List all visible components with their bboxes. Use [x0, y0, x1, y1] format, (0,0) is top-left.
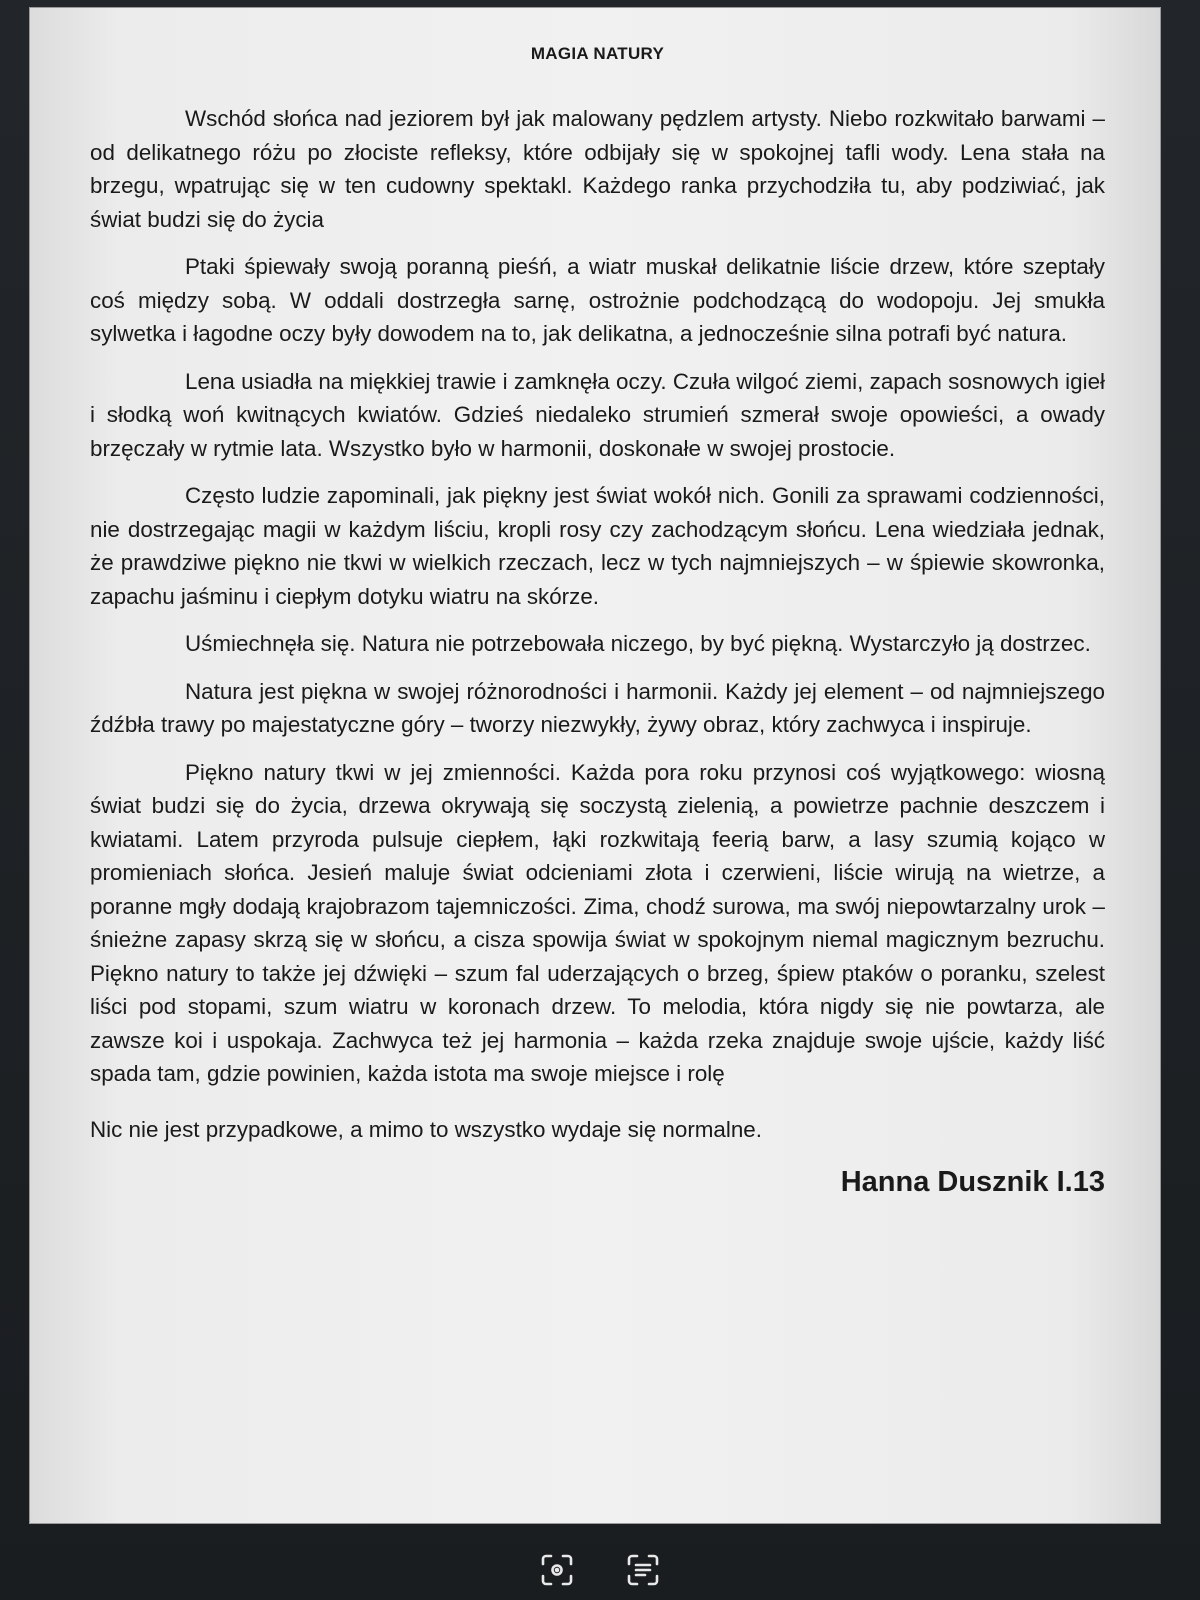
bottom-toolbar	[0, 1540, 1200, 1600]
paragraph-3: Lena usiadła na miękkiej trawie i zamknęła oczy. Czuła wilgoć ziemi, zapach sosnowych igieł i słodką woń kwitnących kwiatów. Gdzieś niedaleko strumień szmerał swoje opowieści, a owady brzęczały w rytmie lata. Wszystko było w harmonii, doskonałe w swojej prostocie.	[90, 368, 1105, 461]
closing-line: Nic nie jest przypadkowe, a mimo to wszystko wydaje się normalne.	[90, 1116, 762, 1142]
document-page	[30, 8, 1160, 1523]
paragraph-7: Piękno natury tkwi w jej zmienności. Każda pora roku przynosi coś wyjątkowego: wiosną świat budzi się do życia, drzewa okrywają się soczystą zielenią, a powietrze pachnie deszczem i kwiatami. Latem przyroda pulsuje ciepłem, łąki rozkwitają feerią barw, a lasy szumią kojąco w promieniach słońca. Jesień maluje świat odcieniami złota i czerwieni, liście wirują na wietrze, a poranne mgły dodają krajobrazom tajemniczości. Zima, chodź surowa, ma swój niepowtarzalny urok – śnieżne zapasy skrzą się w słońcu, a cisza spowija świat w spokojnym niemal magicznym bezruchu. Piękno natury to także jej dźwięki – szum fal uderzających o brzeg, śpiew ptaków o poranku, szelest liści pod stopami, szum wiatru w koronach drzew. To melodia, która nigdy się nie powtarza, ale zawsze koi i uspokaja. Zachwyca też jej harmonia – każda rzeka znajduje swoje ujście, każdy liść spada tam, gdzie powinien, każda istota ma swoje miejsce i rolę	[90, 759, 1105, 1086]
paragraph-1: Wschód słońca nad jeziorem był jak malowany pędzlem artysty. Niebo rozkwitało barwami – od delikatnego różu po złociste refleksy, które odbijały się w spokojnej tafli wody. Lena stała na brzegu, wpatrując się w ten cudowny spektakl. Każdego ranka przychodziła tu, aby podziwiać, jak świat budzi się do życia	[90, 106, 1105, 232]
text-extract-icon[interactable]	[623, 1550, 663, 1590]
paragraph-2: Ptaki śpiewały swoją poranną pieśń, a wiatr muskał delikatnie liście drzew, które szeptały coś między sobą. W oddali dostrzegła sarnę, ostrożnie podchodzącą do wodopoju. Jej smukła sylwetka i łagodne oczy były dowodem na to, jak delikatna, a jednocześnie silna potrafi być natura.	[90, 254, 1105, 346]
paragraph-6: Natura jest piękna w swojej różnorodności i harmonii. Każdy jej element – od najmniejszego źdźbła trawy po majestatyczne góry – tworzy niezwykły, żywy obraz, który zachwyca i inspiruje.	[90, 678, 1105, 737]
paragraph-4: Często ludzie zapominali, jak piękny jest świat wokół nich. Gonili za sprawami codzienności, nie dostrzegając magii w każdym liściu, kropli rosy czy zachodzącym słońcu. Lena wiedziała jednak, że prawdziwe piękno nie tkwi w wielkich rzeczach, lecz w tych najmniejszych – w śpiewie skowronka, zapachu jaśminu i ciepłym dotyku wiatru na skórze.	[90, 483, 1105, 609]
scan-icon[interactable]	[537, 1550, 577, 1590]
document-title: MAGIA NATURY	[530, 44, 665, 63]
paragraph-5: Uśmiechnęła się. Natura nie potrzebowała niczego, by być piękną. Wystarczyło ją dostrzec.	[185, 631, 1091, 656]
author-signature: Hanna Dusznik I.13	[840, 1166, 1105, 1198]
